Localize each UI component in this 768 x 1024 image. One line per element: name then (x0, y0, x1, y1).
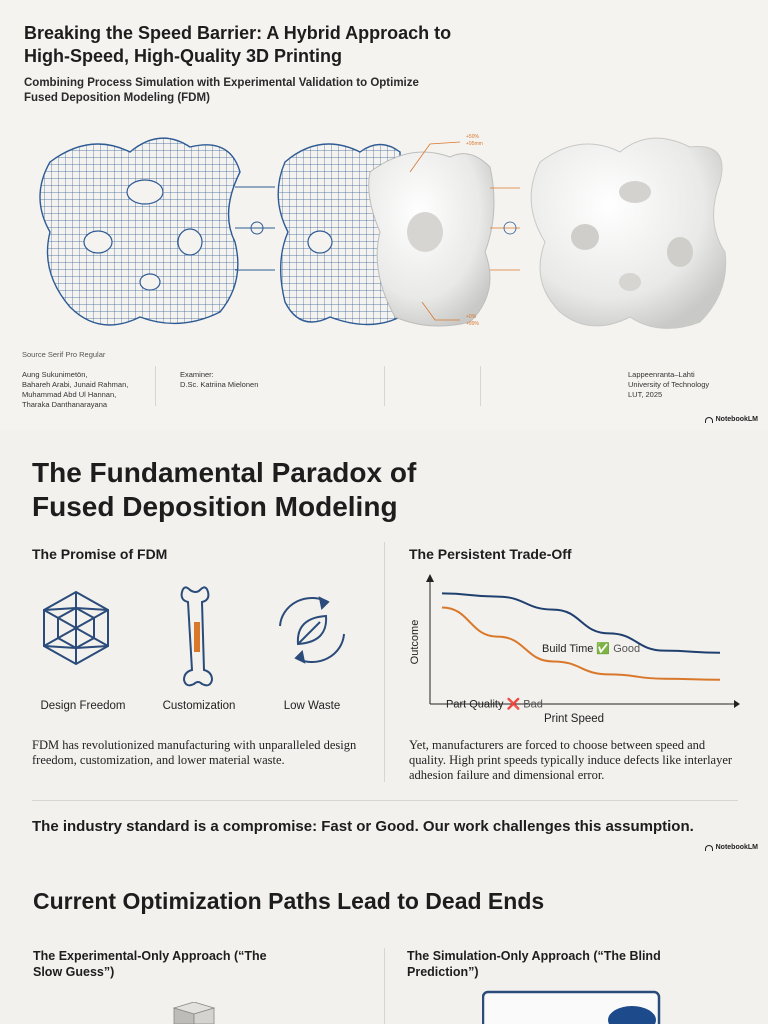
divider (384, 366, 385, 406)
printed-lattice (531, 138, 726, 328)
title-slide (0, 0, 768, 430)
notebooklm-logo-icon (705, 845, 713, 851)
slide-title: Current Optimization Paths Lead to Dead Ends (33, 888, 545, 914)
hybrid-lattice (278, 144, 494, 326)
examiner-info: Examiner: D.Sc. Katriina Mielonen (180, 370, 259, 389)
university-info: Lappeenranta–Lahti University of Technology LUT, 2025 (628, 370, 710, 399)
experimental-approach-heading: The Experimental-Only Approach (“The Slow Guess”) (33, 949, 267, 979)
column-divider (384, 542, 385, 782)
bone-icon (178, 584, 218, 690)
leaf-recycle-icon (268, 596, 356, 664)
notebooklm-brand: NotebookLM (705, 844, 758, 851)
tradeoff-chart (404, 570, 744, 730)
font-note: Source Serif Pro Regular (22, 350, 106, 359)
wireframe-lattice (40, 138, 240, 325)
column-divider (384, 948, 385, 1024)
y-axis-arrow (426, 574, 434, 582)
section-rule (32, 800, 738, 801)
svg-text:+99%: +99% (466, 321, 479, 327)
y-axis-label: Outcome (409, 619, 421, 665)
simulation-approach-heading: The Simulation-Only Approach (“The Blind Prediction”) (407, 949, 661, 979)
icon-label-design-freedom: Design Freedom (40, 700, 126, 712)
dice-icon (170, 1002, 220, 1024)
dead-ends-slide (0, 860, 768, 1024)
notebooklm-brand: NotebookLM (705, 416, 758, 423)
author-list: Aung Sukunimetön, Bahareh Arabi, Junaid Rahman, Muhammad Abd Ul Hannan, Tharaka Danthanarayana (22, 370, 129, 409)
icon-label-customization: Customization (162, 700, 236, 712)
hero-label-top: +50% (466, 134, 479, 140)
series-label-build-time: Build Time ✅ Good (542, 643, 641, 655)
hero-label-bottom: +0% (466, 314, 477, 320)
process-arrows (235, 187, 275, 270)
slide-title: Breaking the Speed Barrier: A Hybrid Approach to High-Speed, High-Quality 3D Printing (24, 23, 452, 66)
slide-subtitle: Combining Process Simulation with Experimental Validation to Optimize Fused Deposition Modeling (FDM) (24, 77, 419, 104)
svg-text:+95mm: +95mm (466, 141, 483, 147)
key-statement: The industry standard is a compromise: Fast or Good. Our work challenges this assumption. (32, 818, 694, 835)
slide-title: The Fundamental Paradox of Fused Deposition Modeling (32, 457, 417, 522)
divider (480, 366, 481, 406)
tradeoff-text: Yet, manufacturers are forced to choose between speed and quality. High print speeds typically induce defects like interlayer adhesion failure and dimensional error. (409, 738, 733, 782)
icon-label-low-waste: Low Waste (283, 700, 341, 712)
lattice-icon (40, 588, 112, 668)
notebooklm-logo-icon (705, 417, 713, 423)
promise-text: FDM has revolutionized manufacturing with unparalleled design freedom, customization, and lower material waste. (32, 738, 357, 767)
tradeoff-heading: The Persistent Trade-Off (409, 546, 572, 562)
x-axis-label: Print Speed (543, 713, 605, 725)
paradox-slide (0, 430, 768, 860)
x-axis-arrow (734, 700, 740, 708)
simulation-monitor-icon (482, 990, 662, 1024)
series-label-part-quality: Part Quality ❌ Bad (446, 698, 543, 711)
divider (155, 366, 156, 406)
gyroid-lattice-illustration (30, 122, 750, 344)
promise-heading: The Promise of FDM (32, 546, 168, 562)
